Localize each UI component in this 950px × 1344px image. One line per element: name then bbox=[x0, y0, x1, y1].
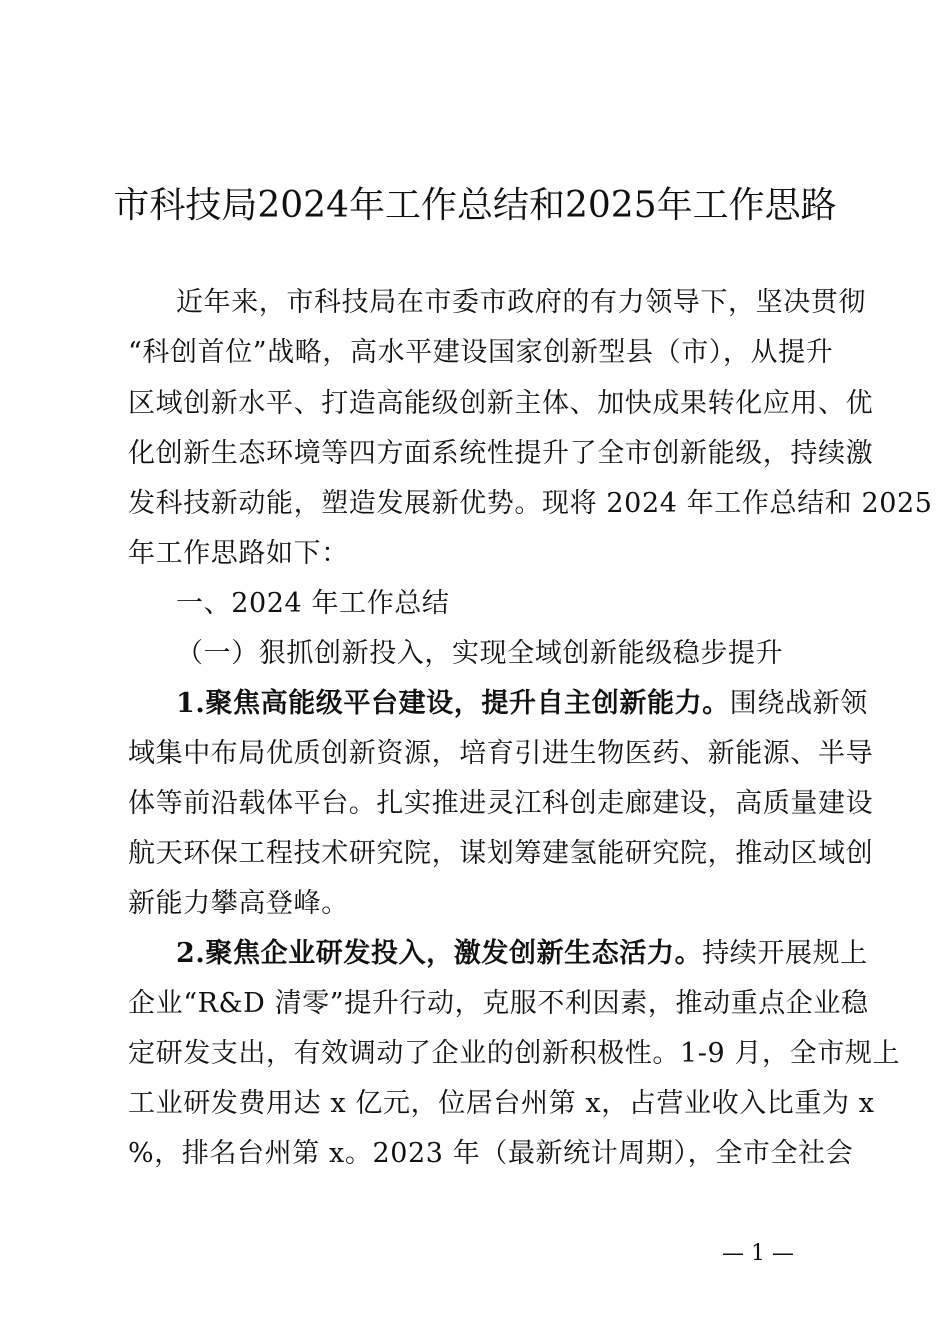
paragraph-line: 定研发支出，有效调动了企业的创新积极性。1-9 月，全市规上 bbox=[128, 1038, 901, 1069]
page-number: — 1 — bbox=[722, 1241, 794, 1266]
paragraph-line: 区域创新水平、打造高能级创新主体、加快成果转化应用、优 bbox=[128, 388, 874, 419]
paragraph-line: 体等前沿载体平台。扎实推进灵江科创走廊建设，高质量建设 bbox=[128, 788, 874, 819]
item-2-text: 持续开展规上 bbox=[702, 938, 868, 969]
paragraph-line: 航天环保工程技术研究院，谋划筹建氢能研究院，推动区域创 bbox=[128, 838, 874, 869]
item-2-heading: 2.聚焦企业研发投入，激发创新生态活力。 bbox=[176, 938, 703, 969]
item-2-first-line bbox=[176, 929, 868, 979]
paragraph-line: 化创新生态环境等四方面系统性提升了全市创新能级，持续激 bbox=[128, 438, 874, 469]
paragraph-line: 年工作思路如下： bbox=[128, 538, 349, 569]
subsection-heading: （一）狠抓创新投入，实现全域创新能级稳步提升 bbox=[176, 638, 784, 669]
paragraph-line: 工业研发费用达 x 亿元，位居台州第 x，占营业收入比重为 x bbox=[128, 1088, 875, 1119]
paragraph-line: 发科技新动能，塑造发展新优势。现将 2024 年工作总结和 2025 bbox=[128, 488, 933, 519]
paragraph-line: “科创首位”战略，高水平建设国家创新型县（市），从提升 bbox=[128, 337, 834, 368]
paragraph-line: 新能力攀高登峰。 bbox=[128, 888, 349, 919]
section-heading: 一、2024 年工作总结 bbox=[176, 588, 450, 619]
paragraph-line: 企业“R&D 清零”提升行动，克服不利因素，推动重点企业稳 bbox=[128, 988, 869, 1019]
document-title: 市科技局2024年工作总结和2025年工作思路 bbox=[113, 185, 837, 226]
paragraph-line: 域集中布局优质创新资源，培育引进生物医药、新能源、半导 bbox=[128, 738, 874, 769]
paragraph-line: %，排名台州第 x。2023 年（最新统计周期），全市全社会 bbox=[128, 1138, 854, 1169]
item-1-heading: 1.聚焦高能级平台建设，提升自主创新能力。 bbox=[176, 688, 730, 719]
item-1-first-line bbox=[176, 679, 868, 729]
paragraph-line: 近年来，市科技局在市委市政府的有力领导下，坚决贯彻 bbox=[176, 287, 866, 318]
item-1-text: 围绕战新领 bbox=[729, 688, 868, 719]
